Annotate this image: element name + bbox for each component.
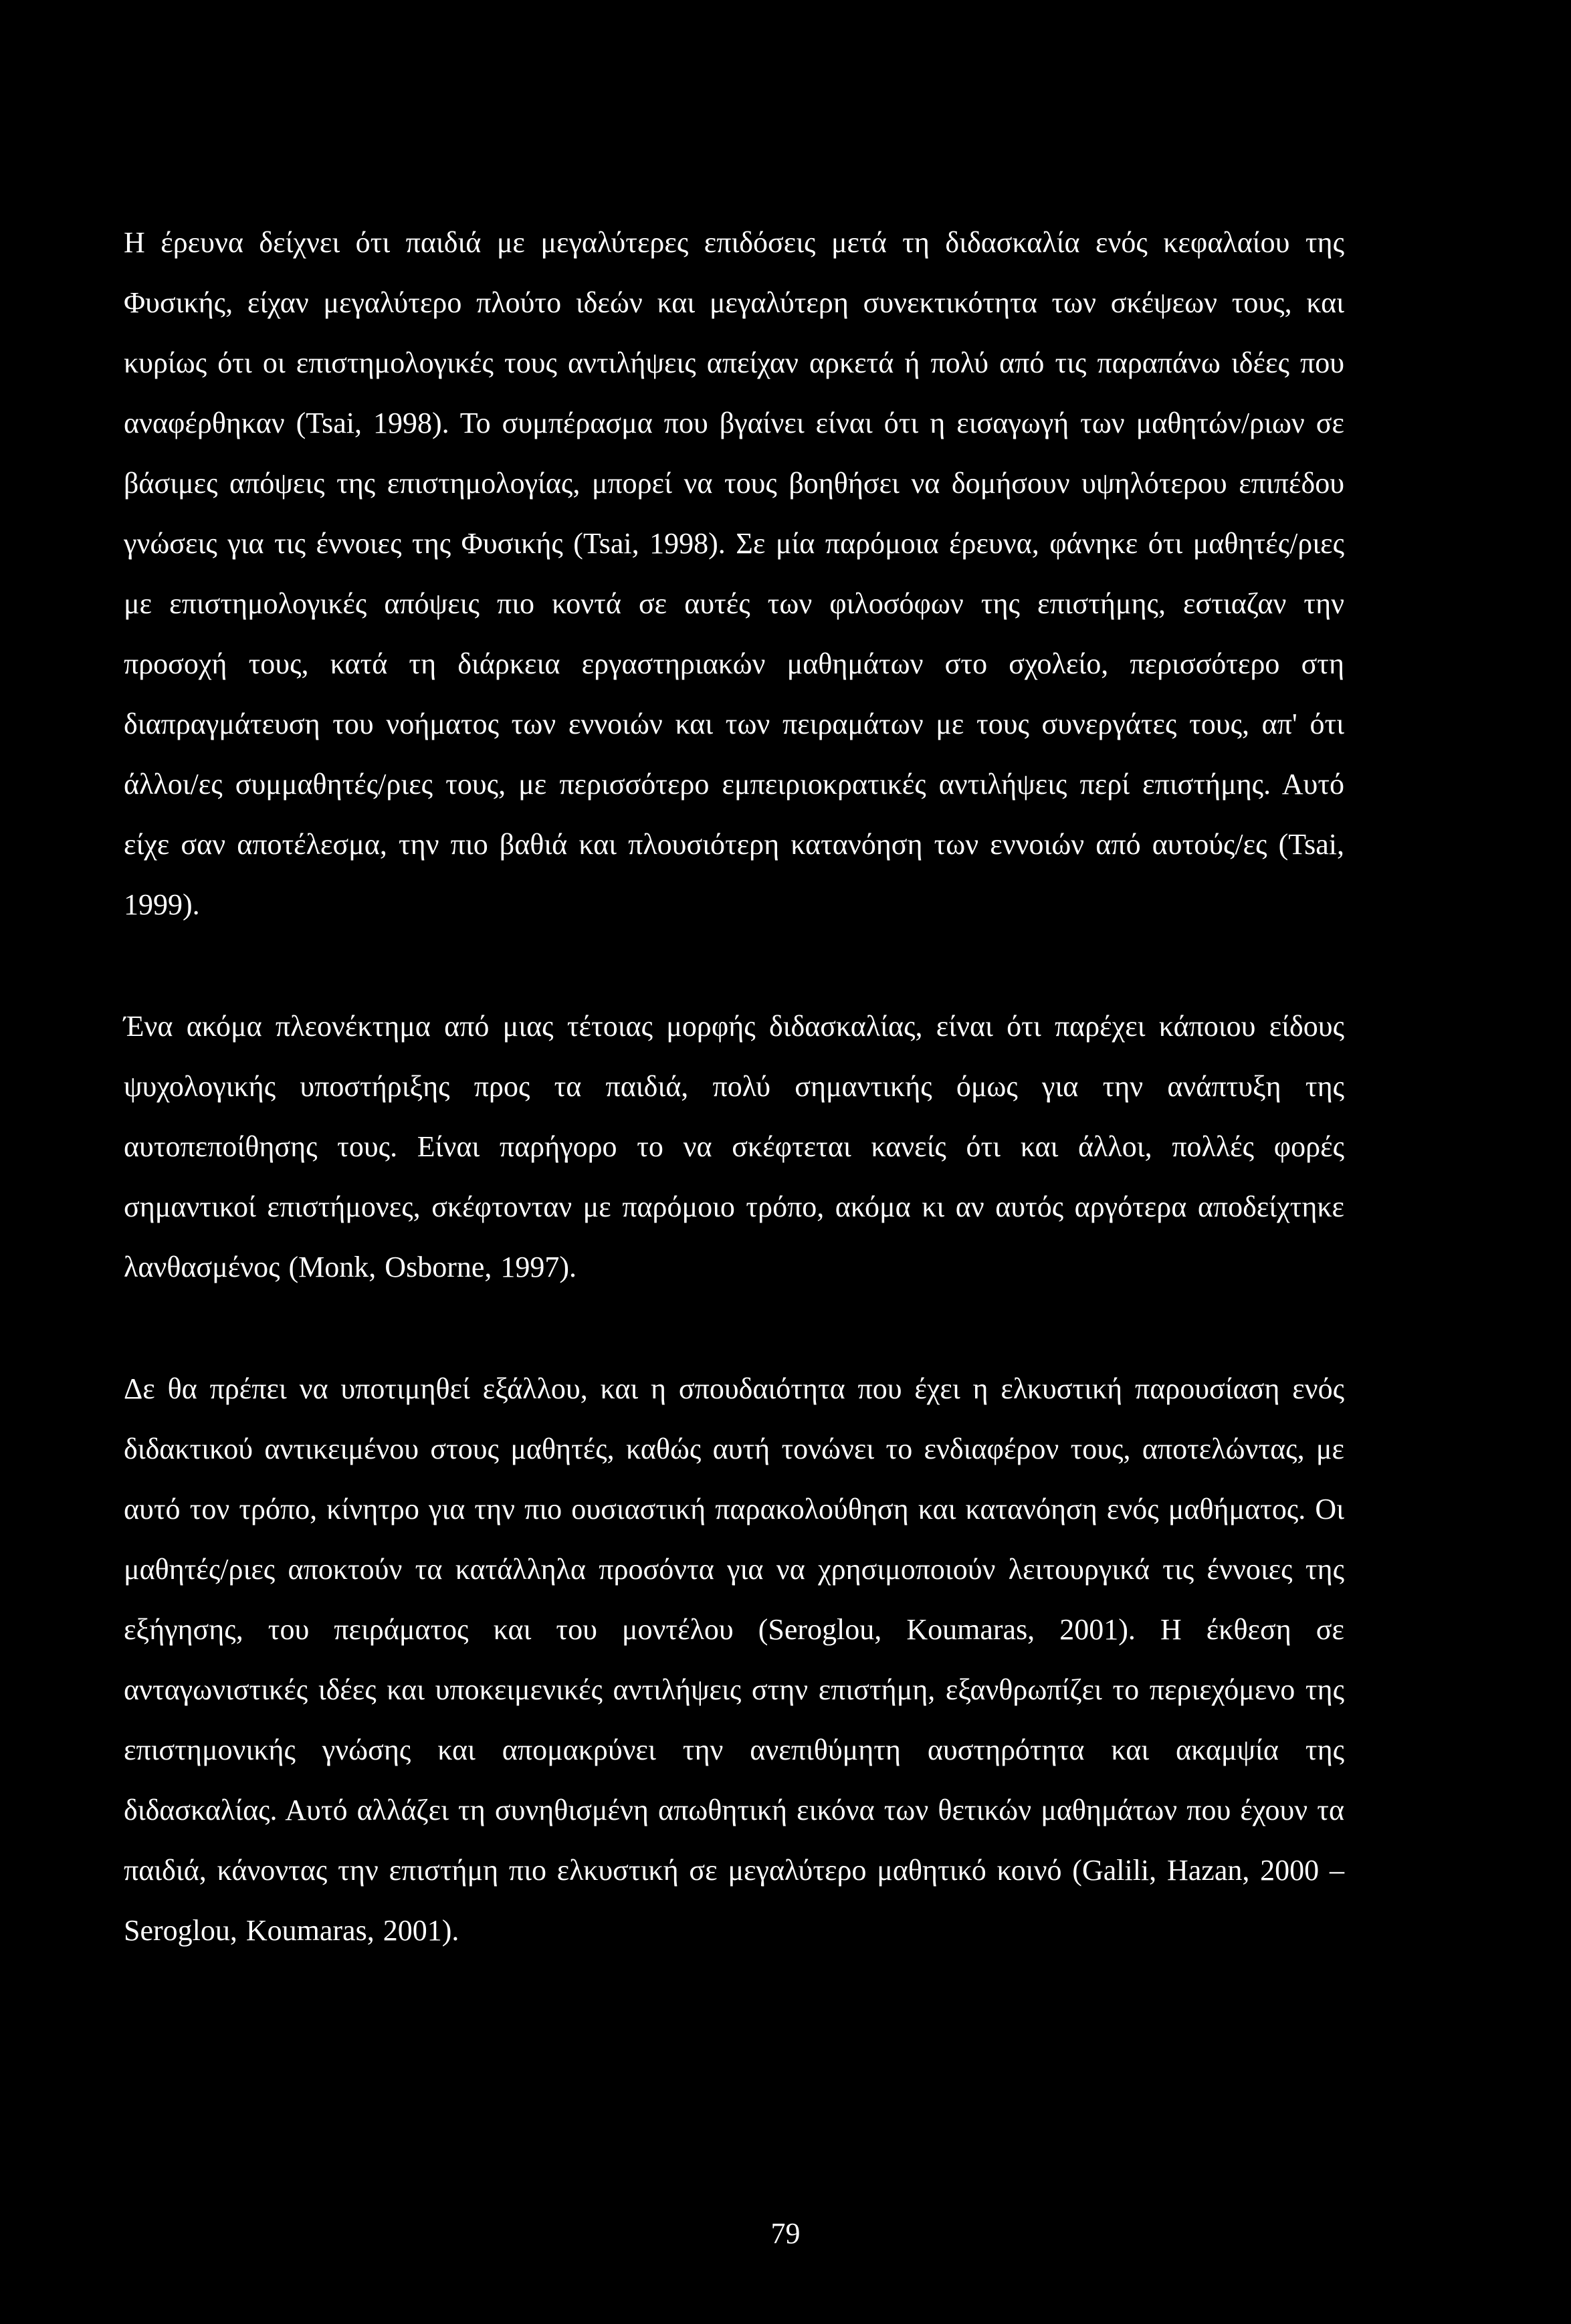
paragraph-2: Ένα ακόμα πλεονέκτημα από μιας τέτοιας μορφής διδασκαλίας, είναι ότι παρέχει κάποιου είδους ψυχολογικής υποστήριξης προς τα παιδιά, πολύ σημαντικής όμως για την ανάπτυξη της αυτοπεποίθησης τους. Είναι παρήγορο το να σκέφτεται κανείς ότι και άλλοι, πολλές φορές σημαντικοί επιστήμονες, σκέφτονταν με παρόμοιο τρόπο, ακόμα κι αν αυτός αργότερα αποδείχτηκε λανθασμένος (Monk, Osborne, 1997). <box>124 1010 1344 1283</box>
page-number: 79 <box>770 2217 801 2250</box>
paragraph-1: Η έρευνα δείχνει ότι παιδιά με μεγαλύτερες επιδόσεις μετά τη διδασκαλία ενός κεφαλαίου της Φυσικής, είχαν μεγαλύτερο πλούτο ιδεών και μεγαλύτερη συνεκτικότητα των σκέψεων τους, και κυρίως ότι οι επιστημολογικές τους αντιλήψεις απείχαν αρκετά ή πολύ από τις παραπάνω ιδέες που αναφέρθηκαν (Tsai, 1998). Το συμπέρασμα που βγαίνει είναι ότι η εισαγωγή των μαθητών/ριων σε βάσιμες απόψεις της επιστημολογίας, μπορεί να τους βοηθήσει να δομήσουν υψηλότερου επιπέδου γνώσεις για τις έννοιες της Φυσικής (Tsai, 1998). Σε μία παρόμοια έρευνα, φάνηκε ότι μαθητές/ριες με επιστημολογικές απόψεις πιο κοντά σε αυτές των φιλοσόφων της επιστήμης, εστιαζαν την προσοχή τους, κατά τη διάρκεια εργαστηριακών μαθημάτων στο σχολείο, περισσότερο στη διαπραγμάτευση του νοήματος των εννοιών και των πειραμάτων με τους συνεργάτες τους, απ' ότι άλλοι/ες συμμαθητές/ριες τους, με περισσότερο εμπειριοκρατικές αντιλήψεις περί επιστήμης. Αυτό είχε σαν αποτέλεσμα, την πιο βαθιά και πλουσιότερη κατανόηση των εννοιών από αυτούς/ες (Tsai, 1999). <box>124 226 1344 921</box>
body-text <box>124 213 1344 1961</box>
paragraph-3: Δε θα πρέπει να υποτιμηθεί εξάλλου, και η σπουδαιότητα που έχει η ελκυστική παρουσίαση ενός διδακτικού αντικειμένου στους μαθητές, καθώς αυτή τονώνει το ενδιαφέρον τους, αποτελώντας, με αυτό τον τρόπο, κίνητρο για την πιο ουσιαστική παρακολούθηση και κατανόηση ενός μαθήματος. Οι μαθητές/ριες αποκτούν τα κατάλληλα προσόντα για να χρησιμοποιούν λειτουργικά τις έννοιες της εξήγησης, του πειράματος και του μοντέλου (Seroglou, Koumaras, 2001). Η έκθεση σε ανταγωνιστικές ιδέες και υποκειμενικές αντιλήψεις στην επιστήμη, εξανθρωπίζει το περιεχόμενο της επιστημονικής γνώσης και απομακρύνει την ανεπιθύμητη αυστηρότητα και ακαμψία της διδασκαλίας. Αυτό αλλάζει τη συνηθισμένη απωθητική εικόνα των θετικών μαθημάτων που έχουν τα παιδιά, κάνοντας την επιστήμη πιο ελκυστική σε μεγαλύτερο μαθητικό κοινό (Galili, Hazan, 2000 – Seroglou, Koumaras, 2001). <box>124 1372 1344 1947</box>
